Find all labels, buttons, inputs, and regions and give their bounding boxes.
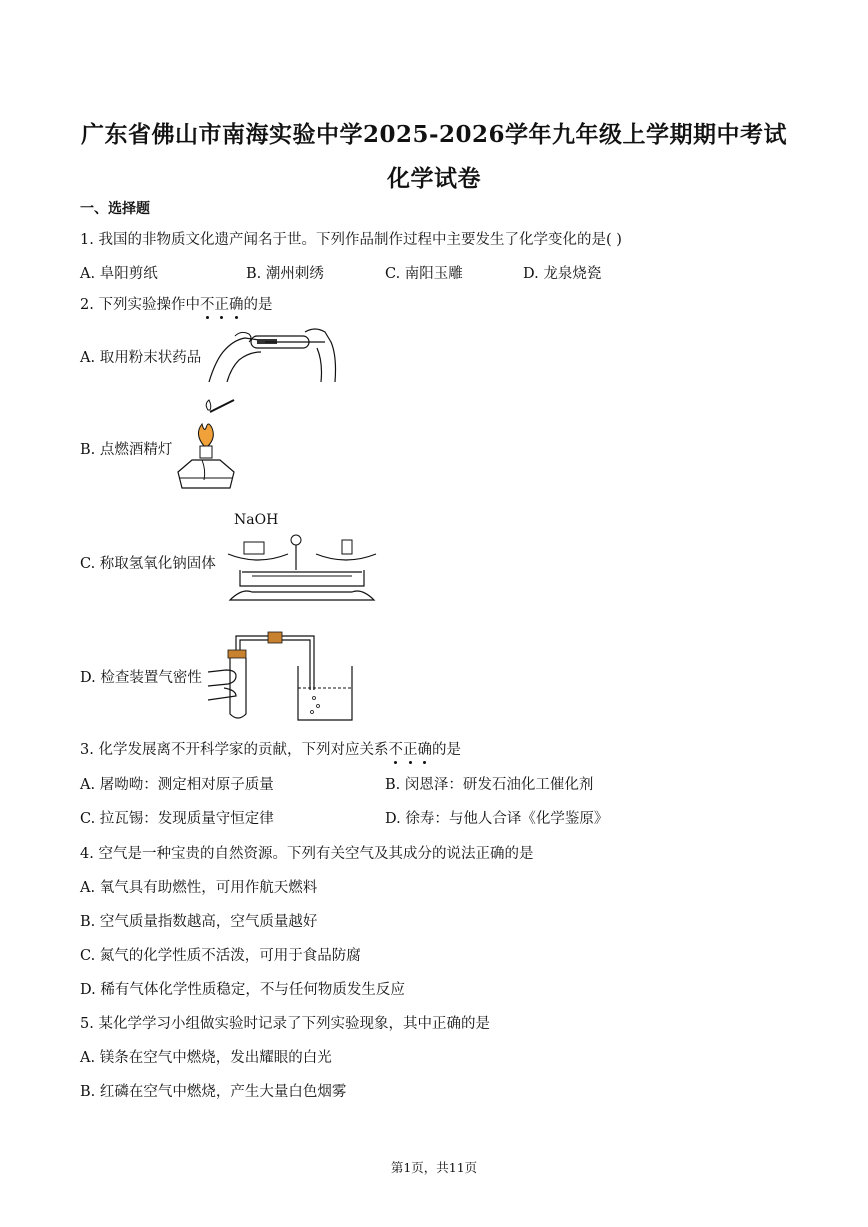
section-heading: 一、选择题 xyxy=(80,201,150,217)
q2-option-d: D. 检查装置气密性 xyxy=(80,670,202,686)
q5-option-b: B. 红磷在空气中燃烧，产生大量白色烟雾 xyxy=(80,1084,347,1100)
q3-option-b: B. 闵恩泽：研发石油化工催化剂 xyxy=(385,777,594,793)
q1-option-c: C. 南阳玉雕 xyxy=(385,266,463,282)
page-number: 第1页，共11页 xyxy=(390,1160,478,1175)
q4-option-a: A. 氧气具有助燃性，可用作航天燃料 xyxy=(80,880,318,896)
q1-option-b: B. 潮州刺绣 xyxy=(246,266,324,282)
q1-option-a: A. 阜阳剪纸 xyxy=(80,266,158,282)
q2-stem: 2. 下列实验操作中不正确的是 xyxy=(80,297,273,313)
q3-option-a: A. 屠呦呦：测定相对原子质量 xyxy=(80,777,274,793)
powder-test-tube-figure xyxy=(205,322,345,384)
q5-option-a: A. 镁条在空气中燃烧，发出耀眼的白光 xyxy=(80,1050,332,1066)
balance-figure xyxy=(222,526,382,608)
airtight-check-figure xyxy=(206,626,356,722)
q1-stem: 1. 我国的非物质文化遗产闻名于世。下列作品制作过程中主要发生了化学变化的是( ) xyxy=(80,232,622,248)
q5-stem: 5. 某化学学习小组做实验时记录了下列实验现象，其中正确的是 xyxy=(80,1016,490,1032)
q4-option-b: B. 空气质量指数越高，空气质量越好 xyxy=(80,914,318,930)
q2-option-a: A. 取用粉末状药品 xyxy=(80,350,202,366)
exam-title-line1: 广东省佛山市南海实验中学2025-2026学年九年级上学期期中考试 xyxy=(80,121,788,148)
q4-option-c: C. 氮气的化学性质不活泼，可用于食品防腐 xyxy=(80,948,361,964)
exam-title-line2: 化学试卷 xyxy=(387,165,481,192)
q2-option-c: C. 称取氢氧化钠固体 xyxy=(80,556,216,572)
q4-option-d: D. 稀有气体化学性质稳定，不与任何物质发生反应 xyxy=(80,982,405,998)
q1-option-d: D. 龙泉烧瓷 xyxy=(523,266,602,282)
q4-stem: 4. 空气是一种宝贵的自然资源。下列有关空气及其成分的说法正确的是 xyxy=(80,846,534,862)
alcohol-lamp-figure xyxy=(172,398,242,493)
q2-option-b: B. 点燃酒精灯 xyxy=(80,442,173,458)
q3-stem: 3. 化学发展离不开科学家的贡献，下列对应关系不正确的是 xyxy=(80,742,461,758)
naoh-label: NaOH xyxy=(234,512,279,528)
q3-option-c: C. 拉瓦锡：发现质量守恒定律 xyxy=(80,811,274,827)
q3-option-d: D. 徐寿：与他人合译《化学鉴原》 xyxy=(385,811,609,827)
